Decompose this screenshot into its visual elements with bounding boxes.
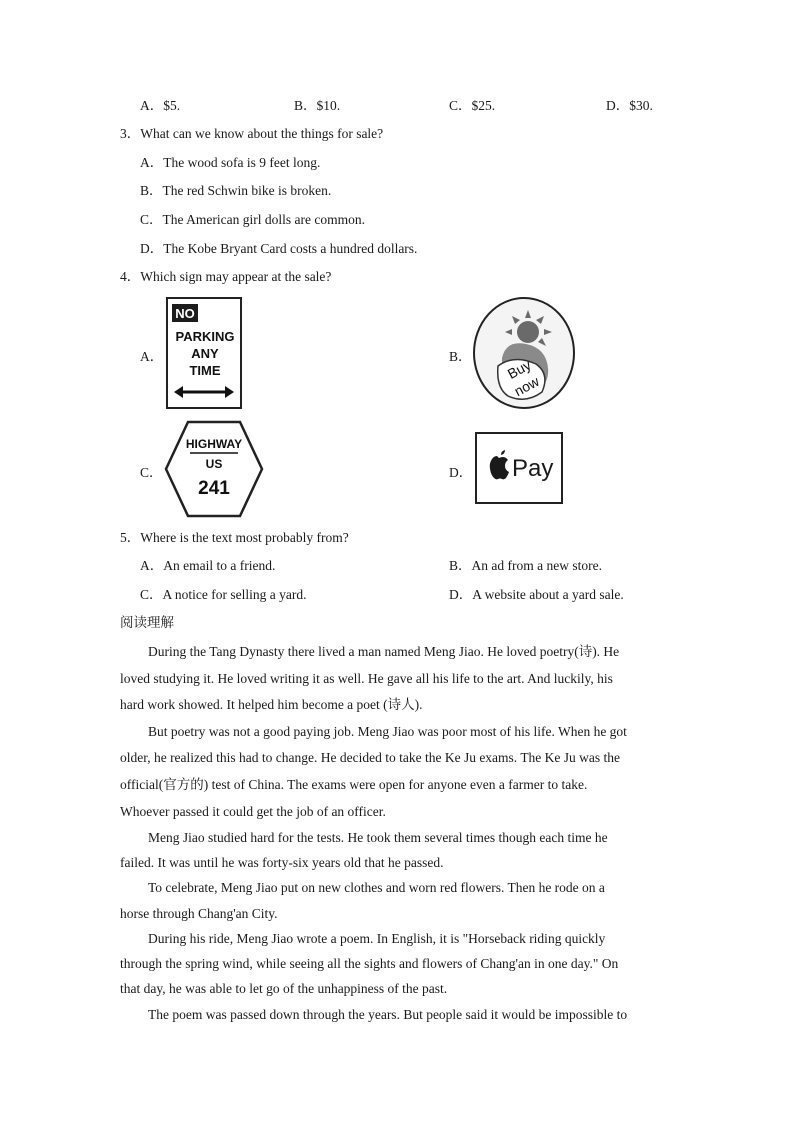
passage-line: older, he realized this had to change. He decided to take the Ke Ju exams. The Ke Ju was the: [120, 750, 621, 765]
q5-option-c: C．A notice for selling a yard.: [140, 587, 307, 602]
highway-text: HIGHWAY: [185, 437, 243, 451]
passage-line: To celebrate, Meng Jiao put on new clothes and worn red flowers. Then he rode on a: [148, 880, 605, 895]
buy-now-sign: [472, 296, 576, 410]
sign-no-text: NO: [175, 306, 195, 321]
q2-option-a: A．$5.: [140, 98, 181, 113]
passage-line: But poetry was not a good paying job. Meng Jiao was poor most of his life. When he got: [148, 724, 627, 739]
no-parking-sign-graphic: [166, 297, 242, 409]
q3-option-b: B．The red Schwin bike is broken.: [140, 183, 332, 198]
pay-text: Pay: [512, 455, 554, 482]
q5-option-a: A．An email to a friend.: [140, 558, 276, 573]
q4-option-b-label: B．: [449, 349, 472, 364]
q3-option-a: A．The wood sofa is 9 feet long.: [140, 155, 321, 170]
sign-any-text: ANY: [191, 346, 219, 361]
route-number-text: 241: [198, 478, 230, 499]
passage-line: loved studying it. He loved writing it as well. He gave all his life to the art. And luckily, his: [120, 671, 613, 686]
q5-option-d: D．A website about a yard sale.: [449, 587, 624, 602]
highway-sign-graphic: [164, 420, 264, 518]
buy-text: Buy: [504, 356, 534, 382]
q5-option-b: B．An ad from a new store.: [449, 558, 602, 573]
q2-option-c: C．$25.: [449, 98, 496, 113]
q4-stem: 4．Which sign may appear at the sale?: [120, 269, 332, 284]
section-title: 阅读理解: [120, 615, 174, 631]
passage-line: failed. It was until he was forty-six years old that he passed.: [120, 855, 444, 870]
q2-option-d: D．$30.: [606, 98, 653, 113]
highway-sign: [164, 420, 264, 518]
q3-stem: 3．What can we know about the things for sale?: [120, 126, 384, 141]
passage-line: that day, he was able to let go of the unhappiness of the past.: [120, 981, 448, 996]
sign-time-text: TIME: [189, 363, 221, 378]
q2-option-b: B．$10.: [294, 98, 341, 113]
no-parking-sign: [166, 297, 242, 409]
passage-line: During his ride, Meng Jiao wrote a poem. In English, it is "Horseback riding quickly: [148, 931, 606, 946]
passage-line: Meng Jiao studied hard for the tests. He took them several times though each time he: [148, 830, 608, 845]
q4-option-a-label: A．: [140, 349, 164, 364]
us-text: US: [205, 457, 223, 471]
q3-option-d: D．The Kobe Bryant Card costs a hundred dollars.: [140, 241, 418, 256]
passage-line: The poem was passed down through the years. But people said it would be impossible to: [148, 1007, 628, 1022]
apple-pay-sign-graphic: [475, 432, 563, 504]
q5-stem: 5．Where is the text most probably from?: [120, 530, 349, 545]
passage-line: horse through Chang'an City.: [120, 906, 278, 921]
sign-parking-text: PARKING: [175, 329, 235, 344]
buy-now-sign-graphic: [472, 296, 576, 410]
passage-line: official(官方的) test of China. The exams were open for anyone even a farmer to take.: [120, 777, 588, 792]
passage-line: through the spring wind, while seeing all the sights and flowers of Chang'an in one day." On: [120, 956, 619, 971]
q3-option-c: C．The American girl dolls are common.: [140, 212, 365, 227]
passage-line: During the Tang Dynasty there lived a man named Meng Jiao. He loved poetry(诗). He: [148, 644, 620, 659]
apple-pay-sign: [475, 432, 563, 504]
now-text: now: [511, 373, 542, 400]
passage-line: Whoever passed it could get the job of an officer.: [120, 804, 386, 819]
passage-line: hard work showed. It helped him become a poet (诗人).: [120, 697, 423, 712]
q4-option-c-label: C．: [140, 465, 163, 480]
q4-option-d-label: D．: [449, 465, 473, 480]
